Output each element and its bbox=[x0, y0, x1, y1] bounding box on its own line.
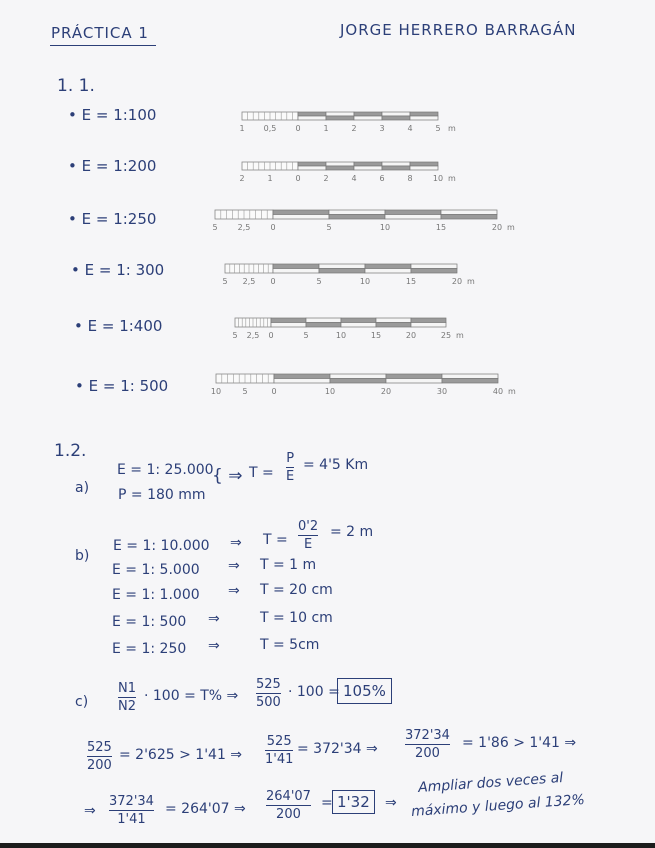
scale-tick-label: 0 bbox=[270, 277, 276, 286]
b-arrow-4: ⇒ bbox=[208, 611, 220, 627]
fraction-numerator: 372'34 bbox=[405, 728, 450, 743]
scale-tick-label: m bbox=[467, 277, 475, 286]
graphic-scale-5 bbox=[233, 316, 473, 346]
scale-segment-bottom bbox=[382, 166, 410, 170]
scale-tick-label: 6 bbox=[379, 174, 385, 183]
scale-tick-label: 0 bbox=[271, 387, 277, 396]
fraction-26407-over-200 bbox=[266, 789, 311, 822]
fraction-denominator: 1'41 bbox=[265, 752, 294, 767]
scale-segment-top bbox=[365, 264, 411, 269]
page-title: PRÁCTICA 1 bbox=[51, 24, 149, 42]
scale-segment-bottom bbox=[326, 116, 354, 120]
scale-tick-label: 0 bbox=[268, 331, 274, 340]
scale-segment-top bbox=[273, 264, 319, 269]
c-line2-tail-3: = 1'86 > 1'41 ⇒ bbox=[462, 735, 577, 751]
scale-tick-label: 2 bbox=[351, 124, 357, 133]
scale-label-5: • E = 1:400 bbox=[74, 317, 163, 335]
scale-tick-label: m bbox=[507, 223, 515, 232]
scale-tick-label: 10 bbox=[210, 387, 222, 396]
scale-tick-label: 1 bbox=[323, 124, 329, 133]
b-t-prefix: T = bbox=[263, 532, 288, 548]
result-a: = 4'5 Km bbox=[303, 457, 369, 473]
scale-tick-label: 0 bbox=[295, 124, 301, 133]
scale-segment-top bbox=[382, 112, 410, 116]
scale-tick-label: 20 bbox=[380, 387, 392, 396]
scale-segment-top bbox=[329, 210, 385, 215]
fraction-denominator: 200 bbox=[87, 758, 112, 773]
scale-tick-label: 8 bbox=[407, 174, 413, 183]
fraction-n1-over-n2 bbox=[118, 681, 136, 714]
section-1-2-label: 1.2. bbox=[54, 441, 87, 461]
c-line2-tail-1: = 2'625 > 1'41 ⇒ bbox=[119, 747, 243, 763]
c-line3-lead-arrow: ⇒ bbox=[84, 803, 96, 819]
scale-tick-label: 2,5 bbox=[242, 277, 256, 286]
fraction-p-over-e bbox=[286, 451, 294, 484]
b-arrow-2: ⇒ bbox=[228, 558, 240, 574]
scale-tick-label: 40 bbox=[492, 387, 504, 396]
c-line3-arrow: ⇒ bbox=[385, 795, 397, 811]
scale-tick-label: 30 bbox=[436, 387, 448, 396]
boxed-result-105: 105% bbox=[337, 678, 392, 704]
c-line2-tail-2: = 372'34 ⇒ bbox=[297, 741, 378, 757]
fraction-denominator: 200 bbox=[415, 746, 440, 761]
scale-segment-top bbox=[354, 112, 382, 116]
fraction-numerator: N1 bbox=[118, 681, 136, 696]
scale-label-4: • E = 1: 300 bbox=[71, 261, 165, 279]
fraction-numerator: 0'2 bbox=[298, 519, 319, 534]
b-scale-3: E = 1: 1.000 bbox=[112, 587, 200, 603]
scale-segment-bottom bbox=[273, 269, 319, 274]
scale-tick-label: m bbox=[448, 124, 456, 133]
scale-bar-svg-2 bbox=[239, 160, 456, 186]
scale-tick-label: 2 bbox=[323, 174, 329, 183]
scale-segment-bottom bbox=[273, 215, 329, 220]
scale-segment-bottom bbox=[330, 379, 386, 384]
scale-segment-bottom bbox=[410, 166, 438, 170]
scale-tick-label: 15 bbox=[435, 223, 447, 232]
scale-tick-label: 10 bbox=[335, 331, 347, 340]
scale-tick-label: 5 bbox=[326, 223, 332, 232]
scale-tick-label: 5 bbox=[222, 277, 228, 286]
brace-arrow: { ⇒ bbox=[212, 466, 243, 486]
scale-tick-label: 10 bbox=[432, 174, 444, 183]
fraction-numerator: 525 bbox=[87, 740, 112, 755]
scale-segment-bottom bbox=[329, 215, 385, 220]
scale-tick-label: m bbox=[448, 174, 456, 183]
scale-segment-top bbox=[274, 374, 330, 379]
scale-bar-svg-6 bbox=[210, 372, 519, 400]
scale-segment-top bbox=[410, 112, 438, 116]
scale-tick-label: 15 bbox=[370, 331, 382, 340]
scale-tick-label: 3 bbox=[379, 124, 385, 133]
fraction-numerator: 525 bbox=[266, 734, 292, 749]
part-a-label: a) bbox=[75, 480, 90, 496]
scale-tick-label: 5 bbox=[303, 331, 309, 340]
scale-tick-label: 2,5 bbox=[237, 223, 251, 232]
scale-tick-label: m bbox=[456, 331, 464, 340]
scale-tick-label: 5 bbox=[242, 387, 248, 396]
scale-tick-label: 0,5 bbox=[263, 124, 277, 133]
b-result-4: T = 10 cm bbox=[260, 610, 333, 626]
c-percent-tail: · 100 = bbox=[288, 684, 340, 700]
scale-tick-label: 0 bbox=[295, 174, 301, 183]
graphic-scale-4 bbox=[223, 262, 483, 292]
scale-tick-label: 10 bbox=[359, 277, 371, 286]
scale-tick-label: 20 bbox=[491, 223, 503, 232]
scale-segment-top bbox=[330, 374, 386, 379]
fraction-numerator: 525 bbox=[256, 677, 281, 692]
scale-tick-label: 2 bbox=[239, 174, 245, 183]
t-prefix: T = bbox=[249, 465, 274, 481]
scale-segment-top bbox=[385, 210, 441, 215]
scale-segment-bottom bbox=[354, 166, 382, 170]
scale-segment-top bbox=[382, 162, 410, 166]
section-1-1-label: 1. 1. bbox=[57, 76, 95, 96]
scale-tick-label: 4 bbox=[407, 124, 413, 133]
scale-segment-top bbox=[411, 318, 446, 323]
scale-segment-top bbox=[326, 162, 354, 166]
scale-tick-label: 5 bbox=[232, 331, 238, 340]
scale-segment-bottom bbox=[341, 323, 376, 328]
scale-bar-svg-5 bbox=[233, 316, 473, 342]
conclusion-note-line-2: máximo y luego al 132% bbox=[410, 791, 586, 821]
c-line3-equals: = bbox=[321, 795, 333, 811]
scale-segment-bottom bbox=[411, 323, 446, 328]
scale-tick-label: 20 bbox=[451, 277, 463, 286]
fraction-denominator: E bbox=[303, 537, 313, 552]
fraction-denominator: 1'41 bbox=[117, 812, 146, 827]
scale-segment-top bbox=[298, 162, 326, 166]
scale-segment-bottom bbox=[410, 116, 438, 120]
scale-tick-label: 2,5 bbox=[246, 331, 260, 340]
scale-bar-svg-1 bbox=[239, 110, 456, 136]
scale-segment-bottom bbox=[326, 166, 354, 170]
graphic-scale-6 bbox=[210, 372, 519, 404]
b-scale-1: E = 1: 10.000 bbox=[113, 538, 210, 554]
scale-segment-bottom bbox=[319, 269, 365, 274]
scale-segment-bottom bbox=[376, 323, 411, 328]
title-underline bbox=[50, 45, 156, 46]
scale-bar-svg-3 bbox=[213, 208, 523, 234]
scale-label-6: • E = 1: 500 bbox=[75, 377, 169, 395]
scale-segment-bottom bbox=[442, 379, 498, 384]
b-scale-4: E = 1: 500 bbox=[112, 614, 187, 630]
fraction-37234-over-200 bbox=[405, 728, 450, 761]
scale-segment-top bbox=[326, 112, 354, 116]
scale-tick-label: 25 bbox=[440, 331, 452, 340]
fraction-denominator: 500 bbox=[256, 695, 281, 710]
scale-segment-bottom bbox=[382, 116, 410, 120]
scale-tick-label: 1 bbox=[239, 124, 245, 133]
graphic-scale-2 bbox=[239, 160, 456, 190]
scale-segment-bottom bbox=[386, 379, 442, 384]
fraction-denominator: 200 bbox=[276, 807, 301, 822]
fraction-numerator: P bbox=[286, 451, 295, 466]
scale-segment-top bbox=[341, 318, 376, 323]
scale-segment-bottom bbox=[411, 269, 457, 274]
b-result-1: = 2 m bbox=[330, 524, 374, 540]
scale-tick-label: 5 bbox=[435, 124, 441, 133]
scale-segment-bottom bbox=[306, 323, 341, 328]
given-scale: E = 1: 25.000 bbox=[117, 462, 214, 478]
conclusion-note-line-1: Ampliar dos veces al bbox=[417, 769, 564, 797]
fraction-denominator: N2 bbox=[118, 699, 136, 714]
b-result-3: T = 20 cm bbox=[260, 582, 333, 598]
fraction-numerator: 372'34 bbox=[109, 794, 154, 809]
scale-tick-label: 4 bbox=[351, 174, 357, 183]
graphic-scale-1 bbox=[239, 110, 456, 140]
b-result-5: T = 5cm bbox=[260, 637, 320, 653]
fraction-525-over-200 bbox=[87, 740, 112, 773]
b-result-2: T = 1 m bbox=[260, 557, 317, 573]
scale-segment-bottom bbox=[365, 269, 411, 274]
scale-segment-bottom bbox=[385, 215, 441, 220]
graphic-scale-3 bbox=[213, 208, 523, 238]
scale-bar-svg-4 bbox=[223, 262, 483, 288]
fraction-numerator: 264'07 bbox=[266, 789, 311, 804]
scale-segment-top bbox=[319, 264, 365, 269]
scale-tick-label: 10 bbox=[379, 223, 391, 232]
author-name: JORGE HERRERO BARRAGÁN bbox=[340, 21, 577, 39]
scale-tick-label: 20 bbox=[405, 331, 417, 340]
scale-segment-bottom bbox=[298, 166, 326, 170]
scale-segment-bottom bbox=[354, 116, 382, 120]
b-arrow-3: ⇒ bbox=[228, 583, 240, 599]
scale-segment-top bbox=[386, 374, 442, 379]
scale-segment-top bbox=[298, 112, 326, 116]
scale-segment-bottom bbox=[298, 116, 326, 120]
fraction-37234-over-141 bbox=[109, 794, 154, 827]
scale-segment-top bbox=[410, 162, 438, 166]
scale-label-1: • E = 1:100 bbox=[68, 106, 157, 124]
scale-segment-bottom bbox=[274, 379, 330, 384]
scale-tick-label: m bbox=[508, 387, 516, 396]
scale-label-2: • E = 1:200 bbox=[68, 157, 157, 175]
scale-tick-label: 1 bbox=[267, 174, 273, 183]
fraction-525-over-141 bbox=[265, 734, 293, 767]
photo-bottom-edge bbox=[0, 843, 655, 848]
b-scale-2: E = 1: 5.000 bbox=[112, 562, 200, 578]
fraction-denominator: E bbox=[286, 469, 295, 484]
scale-tick-label: 0 bbox=[270, 223, 276, 232]
boxed-result-132: 1'32 bbox=[332, 790, 375, 814]
c-formula-tail: · 100 = T% ⇒ bbox=[144, 688, 239, 704]
scale-segment-top bbox=[376, 318, 411, 323]
scale-segment-top bbox=[273, 210, 329, 215]
scale-tick-label: 15 bbox=[405, 277, 417, 286]
scale-segment-top bbox=[354, 162, 382, 166]
scale-segment-top bbox=[306, 318, 341, 323]
b-arrow-5: ⇒ bbox=[208, 638, 220, 654]
part-b-label: b) bbox=[75, 548, 90, 564]
fraction-02-over-e bbox=[298, 519, 318, 552]
scale-segment-top bbox=[441, 210, 497, 215]
fraction-525-over-500 bbox=[256, 677, 281, 710]
scale-segment-bottom bbox=[271, 323, 306, 328]
c-line3-tail-1: = 264'07 ⇒ bbox=[165, 801, 246, 817]
scale-segment-bottom bbox=[441, 215, 497, 220]
scale-segment-top bbox=[442, 374, 498, 379]
scale-tick-label: 10 bbox=[324, 387, 336, 396]
scale-segment-top bbox=[411, 264, 457, 269]
scale-label-3: • E = 1:250 bbox=[68, 210, 157, 228]
b-scale-5: E = 1: 250 bbox=[112, 641, 187, 657]
scale-tick-label: 5 bbox=[316, 277, 322, 286]
b-arrow-1: ⇒ bbox=[230, 535, 242, 551]
scale-segment-top bbox=[271, 318, 306, 323]
part-c-label: c) bbox=[75, 694, 89, 710]
scale-tick-label: 5 bbox=[212, 223, 218, 232]
given-distance: P = 180 mm bbox=[118, 487, 206, 503]
